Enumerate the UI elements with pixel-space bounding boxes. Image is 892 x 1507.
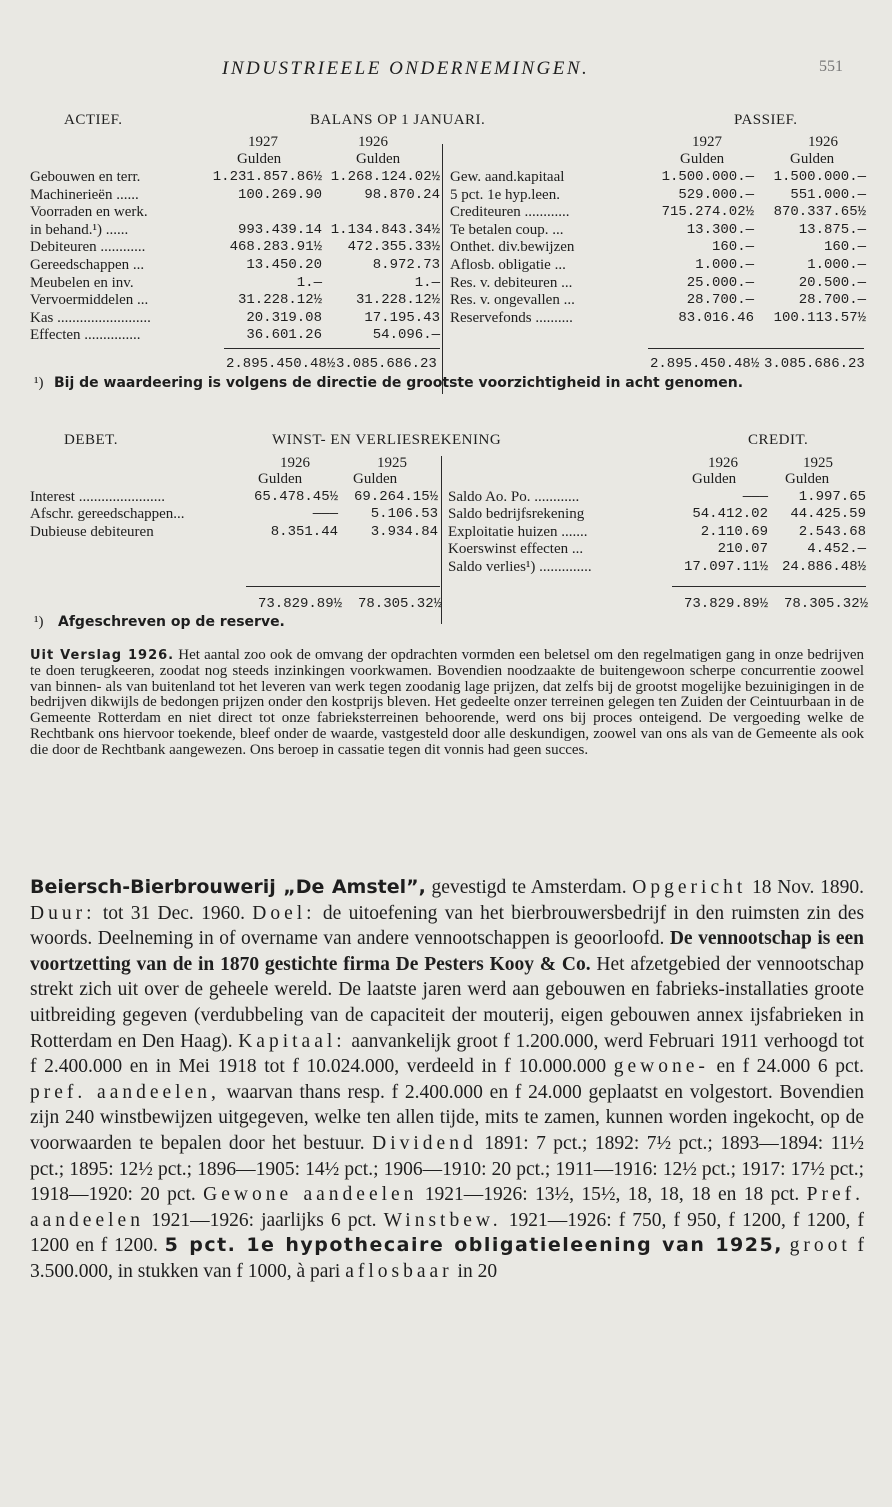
actief-total-rule — [224, 348, 440, 349]
debet-row-value-v1925: 5.106.53 — [370, 506, 438, 523]
kapitaal-value-3: waarvan thans resp. f 2.400.000 en f 24.000 geplaatst en volgestort. Bovendien zijn 240 winstbewijzen uitgegeven, welke ten allen tijde, mits te zamen, kunnen worden ingekocht, op de voorwaarden te bepalen door het bestuur. — [30, 1081, 864, 1154]
credit-total-1926: 73.829.89½ — [684, 596, 769, 612]
balans-footnote-marker: ¹) — [34, 375, 44, 391]
credit-total-1925: 78.305.32½ — [784, 596, 869, 612]
verslag-text: Het aantal zoo ook de omvang der opdrachten vormden een beletsel om den regelmatigen gang in onze bedrijven te doen terugkeeren, zoodat nog steeds inzinkingen voorkwamen. Bovendien noodzaakte de buitengewoon scherpe concurrentie zoowel van binnen- als van buitenland tot het leveren van werk tegen zoodanig lage prijzen, dat zelfs bij de grootst mogelijke bezuinigingen in de bedrijven dikwijls de bedongen prijzen onder den kostprijs bleven. Het gedeelte onzer terreinen gelegen ten Zuiden der Ceintuurbaan in de Gemeente Rotterdam en niet direct tot onze fabrieksterreinen behoorende, werd ons bij proces onteigend. De vergoeding welke de Rechtbank ons hiervoor toekende, bleef onder de waarde, vastgesteld door alle deskundigen, zoowel van ons als van de Gemeente als ook die door de Rechtbank aangewezen. Ons beroep in cassatie tegen dit vonnis had geen succes. — [30, 647, 865, 758]
amstel-entry — [30, 875, 864, 1285]
pref-aand-label: Pref. aandeelen — [30, 1184, 864, 1231]
dividend-label: Dividend — [372, 1132, 477, 1154]
obligatie-groot-label: groot — [789, 1235, 851, 1257]
gewone-label: gewone- — [613, 1056, 709, 1078]
kapitaal-value-2: en f 24.000 6 pct. — [716, 1056, 864, 1078]
verslag-lead: Uit Verslag 1926. — [30, 648, 175, 663]
debet-year-1: 1926 — [280, 455, 310, 471]
continuation-text: De vennootschap is een voortzetting van de in 1870 gestichte firma De Pesters Kooy & Co. — [30, 928, 865, 975]
actief-row-value-v1926: 1.— — [414, 274, 440, 291]
passief-total-1926: 3.085.686.23 — [764, 356, 865, 372]
passief-total-1927: 2.895.450.48½ — [650, 356, 760, 372]
actief-row-value-v1926: 98.870.24 — [364, 186, 440, 203]
actief-row-value-v1927: 20.319.08 — [246, 309, 322, 326]
actief-unit-2: Gulden — [356, 151, 401, 167]
credit-unit-2: Gulden — [785, 471, 830, 487]
debet-row-value-v1925: 69.264.15½ — [353, 489, 438, 505]
passief-row-label: Res. v. ongevallen ... — [450, 292, 575, 309]
passief-row-label: Crediteuren ............ — [450, 204, 570, 221]
company-name: Beiersch-Bierbrouwerij „De Amstel”, — [30, 876, 426, 898]
credit-year-1: 1926 — [708, 455, 738, 471]
credit-row-value-v1926: 54.412.02 — [692, 506, 768, 523]
passief-row-value-v1927: 83.016.46 — [678, 309, 754, 326]
duur-value: tot 31 Dec. 1960. — [102, 902, 245, 924]
passief-row-value-v1927: 1.500.000.— — [661, 169, 754, 185]
passief-row-label: 5 pct. 1e hyp.leen. — [450, 186, 560, 203]
credit-label: CREDIT. — [748, 432, 809, 448]
actief-row-value-v1926: 8.972.73 — [372, 257, 440, 273]
passief-unit-2: Gulden — [790, 151, 835, 167]
passief-row-value-v1926: 1.000.— — [807, 257, 866, 273]
winstbew-value: 1921—1926: f 750, f 950, f 1200, f 1200, f 1200 en f 1200. — [30, 1209, 865, 1257]
passief-total-rule — [648, 348, 864, 349]
actief-row-label: Voorraden en werk. — [30, 204, 148, 221]
obligatie-heading: 5 pct. 1e hypothecaire obligatieleening van 1925, — [164, 1234, 783, 1257]
credit-row-value-v1925: 24.886.48½ — [781, 558, 866, 575]
actief-row-label: Debiteuren ............ — [30, 239, 146, 256]
actief-row-label: Vervoermiddelen ... — [30, 292, 149, 309]
actief-year-2: 1926 — [358, 134, 388, 150]
passief-row-value-v1927: 28.700.— — [686, 292, 754, 309]
passief-row-value-v1926: 100.113.57½ — [773, 309, 866, 326]
credit-row-value-v1925: 1.997.65 — [798, 489, 866, 505]
pref-label: pref. aandeelen, — [30, 1081, 220, 1103]
actief-row-label: Machinerieën ...... — [30, 186, 139, 203]
passief-row-value-v1926: 20.500.— — [798, 274, 866, 291]
credit-row-label: Saldo verlies¹) .............. — [448, 558, 592, 575]
gewone-aand-value: 1921—1926: 13½, 15½, 18, 18, 18 en 18 pct. — [424, 1184, 800, 1206]
passief-row-value-v1927: 25.000.— — [686, 274, 754, 291]
passief-year-1: 1927 — [692, 134, 722, 150]
credit-row-value-v1925: 2.543.68 — [798, 523, 866, 540]
debet-unit-1: Gulden — [258, 471, 303, 487]
actief-row-value-v1927: 36.601.26 — [246, 327, 322, 344]
actief-row-value-v1927: 13.450.20 — [246, 257, 322, 273]
debet-row-value-v1926: 8.351.44 — [270, 523, 338, 540]
credit-unit-1: Gulden — [692, 471, 737, 487]
credit-row-label: Saldo bedrijfsrekening — [448, 506, 585, 523]
debet-row-value-v1926: ——— — [312, 506, 338, 523]
debet-row-label: Afschr. gereedschappen... — [30, 506, 185, 523]
winst-footnote-marker: ¹) — [34, 614, 44, 630]
credit-row-label: Saldo Ao. Po. ............ — [448, 489, 580, 505]
debet-label: DEBET. — [64, 432, 118, 448]
credit-row-label: Koerswinst effecten ... — [448, 541, 584, 558]
credit-year-2: 1925 — [803, 455, 833, 471]
credit-row-value-v1926: 17.097.11½ — [683, 558, 768, 575]
actief-row-value-v1926: 472.355.33½ — [347, 239, 440, 256]
balans-footnote: Bij de waardeering is volgens de directie de grootste voorzichtigheid in acht genomen. — [54, 375, 744, 391]
passief-row-label: Gew. aand.kapitaal — [450, 169, 565, 185]
opgericht-value: 18 Nov. 1890. — [752, 877, 864, 898]
winst-footnote: Afgeschreven op de reserve. — [58, 614, 285, 630]
passief-row-label: Res. v. debiteuren ... — [450, 274, 573, 291]
history-text: Het afzetgebied der vennootschap strekt zich uit over de geheele wereld. De laatste jaren werd aan gebouwen en fabrieks-installaties groote uitbreiding gegeven (verdubbeling van de capaciteit der mouterij, eigen gebouwen annex ijsfabrieken in Rotterdam en Den Haag). — [30, 953, 865, 1052]
passief-unit-1: Gulden — [680, 151, 725, 167]
credit-row-label: Exploitatie huizen ....... — [448, 523, 588, 540]
passief-row-value-v1926: 551.000.— — [790, 186, 866, 203]
passief-row-label: Te betalen coup. ... — [450, 221, 564, 238]
passief-row-value-v1926: 13.875.— — [798, 221, 866, 238]
debet-year-2: 1925 — [377, 455, 407, 471]
credit-row-value-v1926: 210.07 — [717, 541, 768, 558]
debet-total-1925: 78.305.32½ — [358, 596, 443, 612]
actief-row-value-v1927: 31.228.12½ — [237, 292, 322, 309]
running-header: INDUSTRIEELE ONDERNEMINGEN. — [222, 58, 590, 79]
actief-row-label: Gereedschappen ... — [30, 257, 145, 273]
passief-row-label: Onthet. div.bewijzen — [450, 239, 575, 256]
actief-row-value-v1926: 54.096.— — [372, 327, 440, 344]
actief-label: ACTIEF. — [64, 112, 123, 128]
passief-row-label: Aflosb. obligatie ... — [450, 257, 566, 273]
duur-label: Duur: — [30, 902, 96, 924]
actief-row-value-v1927: 468.283.91½ — [229, 239, 322, 256]
debet-row-value-v1926: 65.478.45½ — [253, 489, 338, 505]
passief-row-value-v1927: 1.000.— — [695, 257, 754, 273]
debet-row-label: Dubieuse debiteuren — [30, 523, 154, 540]
actief-row-label: Meubelen en inv. — [30, 274, 134, 291]
passief-row-value-v1926: 1.500.000.— — [773, 169, 866, 185]
dividend-value: 1891: 7 pct.; 1892: 7½ pct.; 1893—1894: 11½ pct.; 1895: 12½ pct.; 1896—1905: 14½ pct.; 1906—1910: 20 pct.; 1911—1916: 12½ pct.; 1917: 17½ pct.; 1918—1920: 20 pct. — [30, 1132, 865, 1206]
passief-row-value-v1927: 160.— — [711, 239, 754, 256]
actief-total-1927: 2.895.450.48½ — [226, 356, 336, 372]
passief-row-value-v1926: 870.337.65½ — [773, 204, 866, 221]
passief-row-label: Reservefonds .......... — [450, 309, 573, 326]
actief-row-value-v1927: 100.269.90 — [237, 186, 322, 203]
actief-row-value-v1926: 1.134.843.34½ — [330, 221, 440, 238]
credit-total-rule — [672, 586, 866, 587]
passief-row-value-v1927: 529.000.— — [678, 186, 754, 203]
actief-row-label: in behand.¹) ...... — [30, 221, 129, 238]
company-intro: gevestigd te Amsterdam. — [431, 877, 627, 898]
gewone-aand-label: Gewone aandeelen — [203, 1184, 418, 1206]
credit-row-value-v1926: ——— — [742, 489, 768, 505]
passief-year-2: 1926 — [808, 134, 838, 150]
aflosbaar-label: aflosbaar — [345, 1260, 453, 1282]
debet-unit-2: Gulden — [353, 471, 398, 487]
actief-total-1926: 3.085.686.23 — [336, 356, 437, 372]
balans-title: BALANS OP 1 JANUARI. — [310, 112, 486, 128]
kapitaal-value: aanvankelijk groot f 1.200.000, werd Februari 1911 verhoogd tot f 2.400.000 en in Mei 1918 tot f 10.024.000, verdeeld in f 10.000.000 — [30, 1030, 864, 1078]
debet-row-label: Interest ....................... — [30, 489, 165, 505]
pref-aand-value: 1921—1926: jaarlijks 6 pct. — [151, 1209, 377, 1231]
actief-row-value-v1927: 1.— — [296, 274, 322, 291]
debet-total-1926: 73.829.89½ — [258, 596, 343, 612]
actief-row-value-v1927: 993.439.14 — [237, 221, 322, 238]
actief-row-value-v1927: 1.231.857.86½ — [212, 169, 322, 185]
actief-row-value-v1926: 17.195.43 — [364, 309, 440, 326]
debet-row-value-v1925: 3.934.84 — [370, 523, 438, 540]
obligatie-value: f 3.500.000, in stukken van f 1000, à pari — [30, 1235, 865, 1282]
passief-row-value-v1927: 715.274.02½ — [661, 204, 754, 221]
credit-row-value-v1926: 2.110.69 — [700, 523, 768, 540]
doel-value: de uitoefening van het bierbrouwersbedrijf in den ruimsten zin des woords. Deelneming in of overname van andere vennootschappen is geoorloofd. — [30, 902, 865, 950]
debet-total-rule — [246, 586, 440, 587]
winst-title: WINST- EN VERLIESREKENING — [272, 432, 502, 448]
actief-unit-1: Gulden — [237, 151, 282, 167]
page-number: 551 — [819, 58, 843, 75]
actief-row-label: Kas ......................... — [30, 309, 151, 326]
balans-divider — [442, 144, 443, 394]
passief-row-value-v1926: 28.700.— — [798, 292, 866, 309]
actief-row-label: Gebouwen en terr. — [30, 169, 141, 185]
actief-row-value-v1926: 1.268.124.02½ — [330, 169, 440, 185]
doel-label: Doel: — [252, 902, 316, 924]
opgericht-label: Opgericht — [632, 877, 747, 898]
actief-year-1: 1927 — [248, 134, 278, 150]
kapitaal-label: Kapitaal: — [238, 1030, 346, 1052]
actief-row-label: Effecten ............... — [30, 327, 141, 344]
credit-row-value-v1925: 4.452.— — [807, 541, 866, 558]
passief-row-value-v1927: 13.300.— — [686, 221, 754, 238]
actief-row-value-v1926: 31.228.12½ — [355, 292, 440, 309]
verslag-paragraph — [30, 648, 864, 759]
passief-label: PASSIEF. — [734, 112, 798, 128]
obligatie-end: in 20 — [457, 1260, 498, 1282]
passief-row-value-v1926: 160.— — [823, 239, 866, 256]
credit-row-value-v1925: 44.425.59 — [790, 506, 866, 523]
winstbew-label: Winstbew. — [383, 1209, 502, 1231]
